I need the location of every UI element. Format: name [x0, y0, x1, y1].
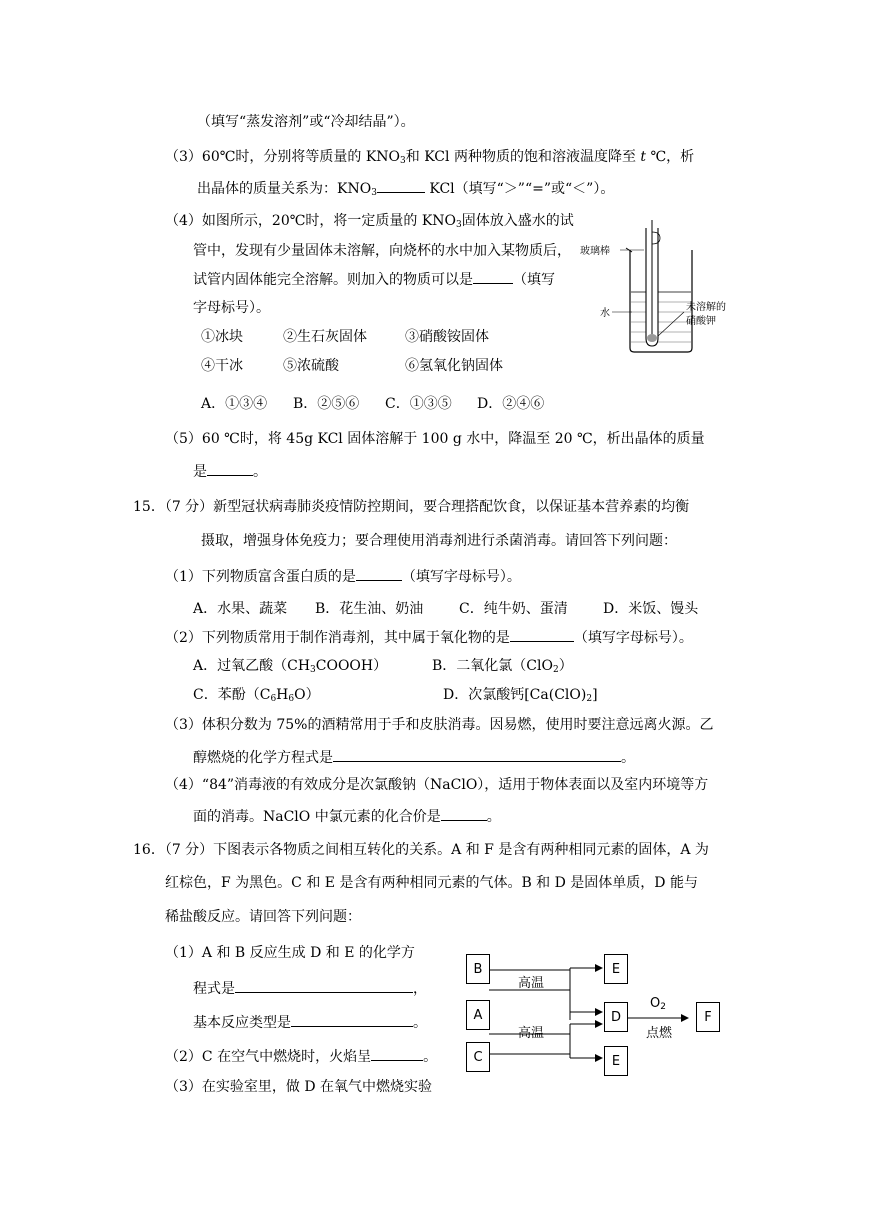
question-16-1-line-2: 程式是 ，	[193, 978, 427, 998]
substance-options-row-1	[201, 328, 489, 346]
choice-c[interactable]: C．纯牛奶、蛋清	[459, 601, 568, 617]
answer-blank[interactable]	[207, 463, 253, 476]
choice-a[interactable]: A．水果、蔬菜	[193, 601, 288, 617]
choice-b[interactable]: B．花生油、奶油	[315, 601, 424, 617]
beaker-test-tube-figure	[580, 220, 730, 360]
node-d: D	[604, 1002, 628, 1032]
question-3-line-1: （3）60℃时，分别将等质量的 $KNO_3$和 KCl 两种物质的饱和溶液温度降至 t ℃，析	[165, 149, 695, 166]
option-4: ④干冰	[201, 358, 243, 374]
answer-blank[interactable]	[333, 747, 621, 762]
answer-blank[interactable]	[377, 180, 425, 193]
question-15-line-2: 摄取，增强身体免疫力；要合理使用消毒剂进行杀菌消毒。请回答下列问题：	[201, 533, 677, 549]
choice-d[interactable]: D．②④⑥	[477, 396, 545, 412]
question-15-2: （2）下列物质常用于制作消毒剂，其中属于氧化物的是 （填写字母标号）。	[165, 627, 693, 647]
choice-a[interactable]: A．过氧乙酸$(CH_3COOOH)$	[193, 658, 388, 675]
choice-b[interactable]: B．二氧化氯（ClO$_2$）	[432, 658, 573, 675]
question-16-3: （3）在实验室里，做 D 在氧气中燃烧实验	[165, 1079, 433, 1095]
question-4-line-1: （4）如图所示，20℃时，将一定质量的 $KNO_3$固体放入盛水的试	[165, 213, 574, 230]
question-4-line-4: 字母标号）。	[193, 300, 270, 316]
condition-ignite: 点燃	[646, 1026, 673, 1041]
question-16-1-line-3: 基本反应类型是 。	[193, 1012, 427, 1032]
question-4-line-3: 试管内固体能完全溶解。则加入的物质可以是 （填写	[193, 272, 555, 288]
node-e-top: E	[604, 954, 628, 984]
question-4-line-2: 管中，发现有少量固体未溶解，向烧杯的水中加入某物质后，	[193, 243, 571, 259]
glass-rod-label: 玻璃棒	[580, 246, 610, 257]
answer-blank[interactable]	[235, 978, 413, 993]
option-3: ③硝酸铵固体	[405, 329, 489, 345]
question-15-1: （1）下列物质富含蛋白质的是 （填写字母标号）。	[165, 566, 521, 586]
question-5-line-2: 是 。	[193, 464, 267, 480]
condition-oxygen: $O_2$	[650, 996, 666, 1012]
node-e-bottom: E	[604, 1046, 628, 1076]
question-16-line-1: 16．（7 分）下图表示各物质之间相互转化的关系。A 和 F 是含有两种相同元素的固体，A 为	[133, 842, 709, 858]
undissolved-label-1: 未溶解的	[686, 302, 726, 313]
node-a: A	[466, 1000, 490, 1030]
question-15-1-choices	[193, 600, 698, 618]
water-label: 水	[600, 308, 610, 319]
question-16-2: （2）C 在空气中燃烧时，火焰呈 。	[165, 1046, 437, 1066]
condition-high-temp-lower: 高温	[518, 1026, 545, 1041]
flow-arrows	[460, 950, 730, 1080]
answer-blank[interactable]	[356, 566, 402, 581]
choice-c[interactable]: C．苯酚$(C_6H_6O)$	[193, 687, 320, 704]
answer-blank[interactable]	[473, 271, 513, 284]
question-16-line-2: 红棕色，F 为黑色。C 和 E 是含有两种相同元素的气体。B 和 D 是固体单质，D 能与	[165, 875, 698, 891]
answer-blank[interactable]	[510, 627, 574, 642]
substance-options-row-2	[201, 357, 503, 375]
choice-d[interactable]: D．次氯酸钙$[Ca(ClO)_2]$	[443, 687, 598, 704]
option-2: ②生石灰固体	[283, 329, 367, 345]
answer-blank[interactable]	[291, 1012, 413, 1027]
choice-b[interactable]: B．②⑤⑥	[293, 396, 360, 412]
node-b: B	[466, 954, 490, 984]
option-6: ⑥氢氧化钠固体	[405, 358, 503, 374]
option-1: ①冰块	[201, 329, 243, 345]
beaker-drawing	[580, 220, 730, 360]
node-c: C	[466, 1042, 490, 1072]
node-f: F	[696, 1002, 720, 1032]
choice-d[interactable]: D．米饭、馒头	[603, 601, 699, 617]
undissolved-label-2: 硝酸钾	[686, 316, 716, 327]
option-5: ⑤浓硫酸	[283, 358, 339, 374]
question-16-1-line-1: （1）A 和 B 反应生成 D 和 E 的化学方	[165, 945, 415, 961]
question-15-3-line-2: 醇燃烧的化学方程式是 。	[193, 747, 635, 767]
choice-c[interactable]: C．①③⑤	[385, 396, 452, 412]
question-15-3-line-1: （3）体积分数为 75%的酒精常用于手和皮肤消毒。因易燃，使用时要注意远离火源。乙	[165, 717, 714, 733]
instruction-line: （填写“蒸发溶剂”或“冷却结晶”）。	[197, 114, 415, 130]
answer-choices	[201, 395, 544, 413]
answer-blank[interactable]	[441, 806, 487, 821]
choice-a[interactable]: A．①③④	[201, 396, 268, 412]
question-15-4-line-1: （4）“84”消毒液的有效成分是次氯酸钠（NaClO），适用于物体表面以及室内环境等方	[165, 777, 709, 793]
answer-blank[interactable]	[371, 1046, 423, 1061]
question-16-line-3: 稀盐酸反应。请回答下列问题：	[165, 909, 361, 925]
question-15-4-line-2: 面的消毒。NaClO 中氯元素的化合价是 。	[193, 806, 501, 826]
question-15-line-1: 15．（7 分）新型冠状病毒肺炎疫情防控期间，要合理搭配饮食，以保证基本营养素的均衡	[133, 499, 690, 515]
condition-high-temp-upper: 高温	[518, 976, 545, 991]
conversion-flow-diagram	[460, 950, 730, 1080]
question-3-line-2: 出晶体的质量关系为：$KNO_3$ KCl（填写“＞”“=”或“＜”）。	[197, 181, 615, 198]
question-5-line-1: （5）60 ℃时，将 45g KCl 固体溶解于 100 g 水中，降温至 20 ℃，析出晶体的质量	[165, 431, 705, 447]
